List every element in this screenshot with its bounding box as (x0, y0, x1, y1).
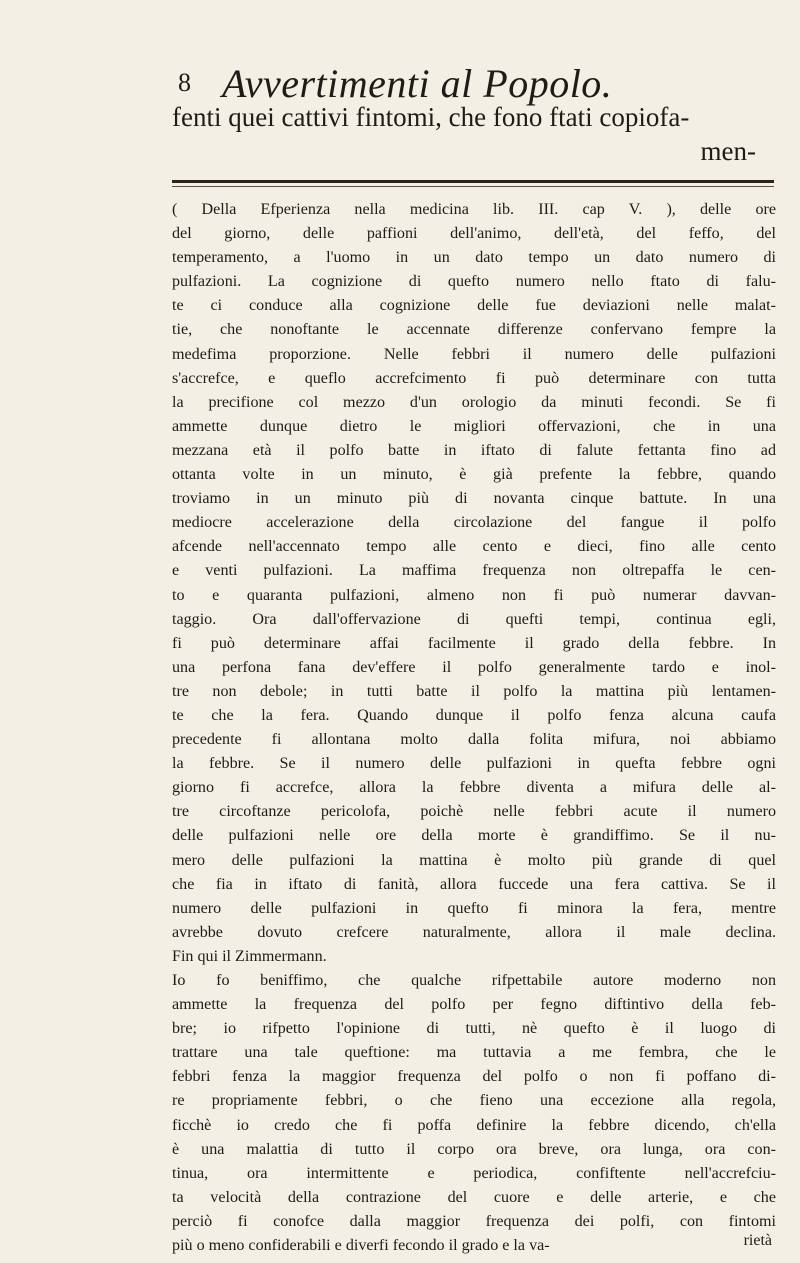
lead-line: fenti quei cattivi fintomi, che fono ftati copiofa- (172, 102, 690, 132)
body-line: tre non debole; in tutti batte il polfo la mattina più lentamen- (172, 682, 776, 700)
body-line: precedente fi allontana molto dalla folita mifura, noi abbiamo (172, 731, 776, 749)
body-line: tinua, ora intermittente e periodica, confiftente nell'accrefciu- (172, 1164, 776, 1182)
body-line: Fin qui il Zimmermann. (172, 947, 327, 965)
body-line: mero delle pulfazioni la mattina è molto più grande di quel (172, 851, 776, 869)
body-line: medefima proporzione. Nelle febbri il numero delle pulfazioni (172, 345, 776, 363)
lead-text (172, 100, 772, 168)
body-line: troviamo in un minuto più di novanta cinque battute. In una (172, 490, 776, 508)
body-line: perciò fi conofce dalla maggior frequenza dei polfi, con fintomi (172, 1212, 776, 1230)
body-line: te ci conduce alla cognizione delle fue deviazioni nelle malat- (172, 297, 776, 315)
body-line: più o meno confiderabili e diverfi fecondo il grado e la va- (172, 1237, 550, 1255)
body-line: mediocre accelerazione della circolazione del fangue il polfo (172, 514, 776, 532)
body-line: s'accrefce, e queflo accrefcimento fi può determinare con tutta (172, 369, 776, 387)
body-line: ta velocità della contrazione del cuore e delle arterie, e che (172, 1188, 776, 1206)
body-line: Io fo beniffimo, che qualche rifpettabile autore moderno non (172, 972, 776, 989)
body-line: pulfazioni. La cognizione di quefto numero nello ftato di falu- (172, 273, 776, 291)
body-line: ammette dunque dietro le migliori offervazioni, che in una (172, 417, 776, 435)
body-line: tre circoftanze pericolofa, poichè nelle febbri acute il numero (172, 803, 776, 821)
body-line: te che la fera. Quando dunque il polfo fenza alcuna caufa (172, 706, 776, 724)
body-line: re propriamente febbri, o che fieno una eccezione alla regola, (172, 1092, 776, 1110)
body-line: e venti pulfazioni. La maffima frequenza non oltrepaffa le cen- (172, 562, 776, 580)
body-text (172, 198, 776, 1258)
body-line: avrebbe dovuto crefcere naturalmente, allora il male declina. (172, 923, 776, 941)
body-line: ficchè io credo che fi poffa definire la febbre dicendo, ch'ella (172, 1116, 776, 1134)
body-line: giorno fi accrefce, allora la febbre diventa a mifura delle al- (172, 779, 776, 797)
page-header (170, 40, 770, 106)
header-rule-thin (172, 186, 774, 187)
body-line: la precifione col mezzo d'un orologio da minuti fecondi. Se fi (172, 393, 776, 411)
body-line: temperamento, a l'uomo in un dato tempo un dato numero di (172, 249, 776, 267)
body-line: una perfona fana dev'effere il polfo generalmente tardo e inol- (172, 658, 776, 676)
catchword: rietà (743, 1232, 772, 1249)
body-line: mezzana età il polfo batte in iftato di falute fettanta fino ad (172, 441, 776, 459)
body-line: la febbre. Se il numero delle pulfazioni in quefta febbre ogni (172, 755, 776, 773)
header-rule (172, 180, 774, 183)
body-line: che fia in iftato di fanità, allora fuccede una fera cattiva. Se il (172, 875, 776, 893)
body-line: fi può determinare affai facilmente il grado della febbre. In (172, 634, 776, 652)
body-line: to e quaranta pulfazioni, almeno non fi può numerar davvan- (172, 586, 776, 604)
body-line: delle pulfazioni nelle ore della morte è grandiffimo. Se il nu- (172, 827, 776, 845)
body-line: ammette la frequenza del polfo per fegno diftintivo della feb- (172, 996, 776, 1014)
body-line: febbri fenza la maggior frequenza del polfo o non fi poffano di- (172, 1068, 776, 1086)
body-line: ottanta volte in un minuto, è già prefente la febbre, quando (172, 466, 776, 484)
body-line: del giorno, delle paffioni dell'animo, dell'età, del feffo, del (172, 225, 776, 243)
lead-line: men- (700, 136, 756, 166)
body-line: bre; io rifpetto l'opinione di tutti, nè quefto è il luogo di (172, 1020, 776, 1038)
body-line: ( Della Efperienza nella medicina lib. III. cap V. ), delle ore (172, 201, 776, 218)
body-line: afcende nell'accennato tempo alle cento e dieci, fino alle cento (172, 538, 776, 556)
body-line: è una malattia di tutto il corpo ora breve, ora lunga, ora con- (172, 1140, 776, 1158)
running-title: Avvertimenti al Popolo. (222, 61, 613, 106)
body-line: numero delle pulfazioni in quefto fi minora la fera, mentre (172, 899, 776, 917)
body-line: tie, che nonoftante le accennate differenze confervano fempre la (172, 321, 776, 339)
body-line: taggio. Ora dall'offervazione di quefti tempi, continua egli, (172, 610, 776, 628)
body-line: trattare una tale queftione: ma tuttavia a me fembra, che le (172, 1044, 776, 1062)
page-number: 8 (178, 68, 191, 97)
